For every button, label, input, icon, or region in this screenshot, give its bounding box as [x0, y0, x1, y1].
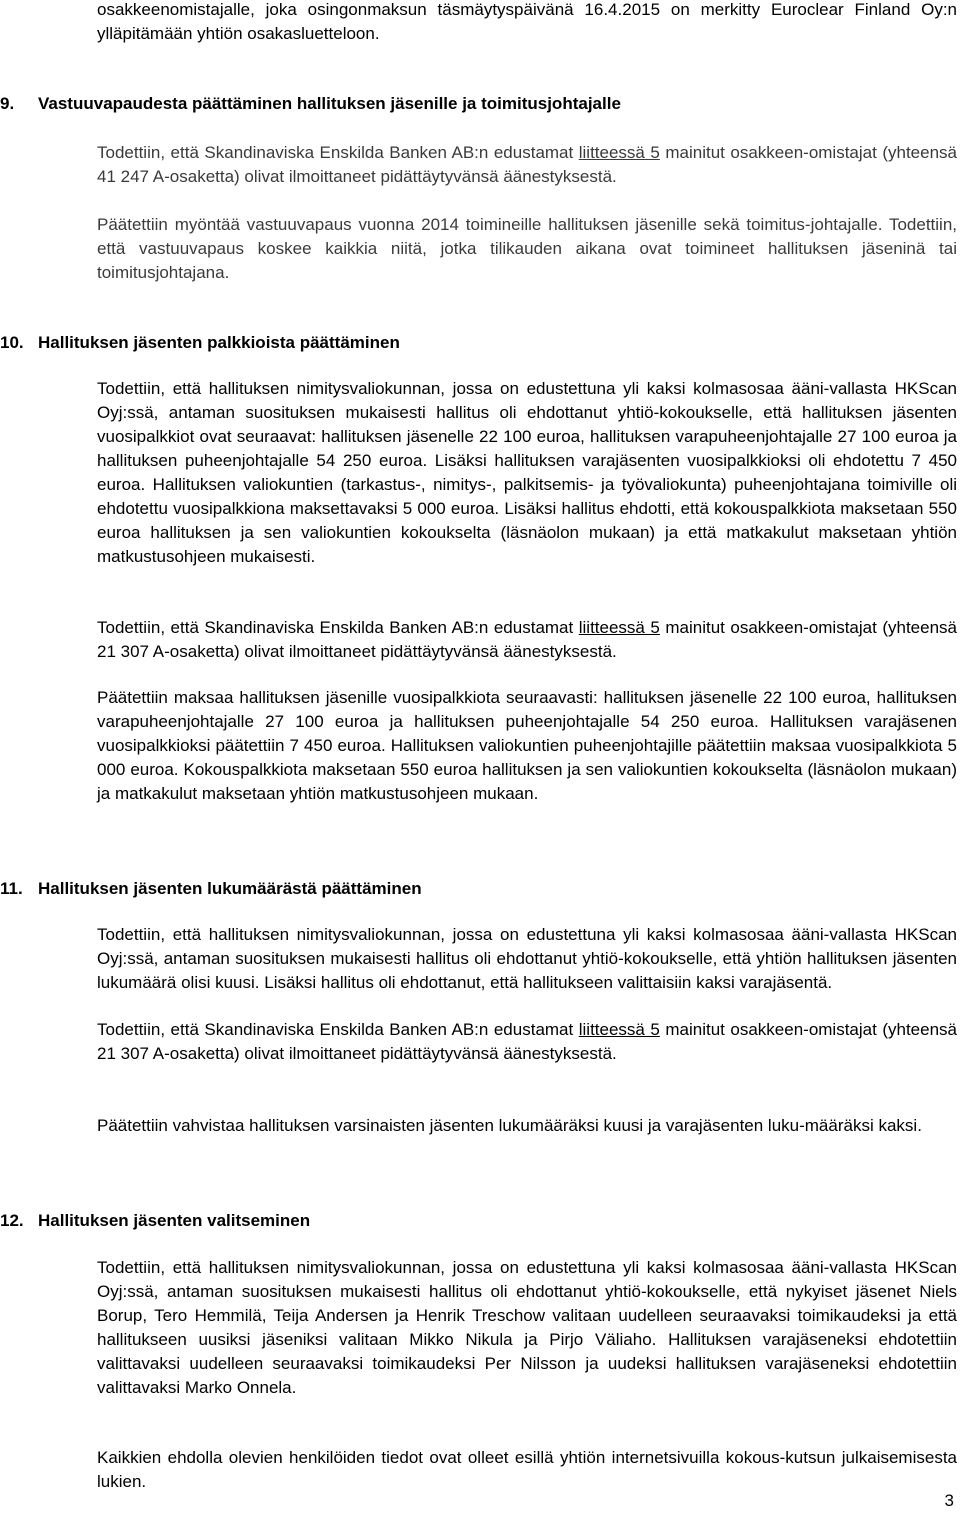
- section-number: 9.: [0, 94, 15, 113]
- s12-paragraph-1: [97, 1256, 957, 1400]
- section-title: Hallituksen jäsenten lukumäärästä päättäminen: [38, 879, 422, 898]
- s9-paragraph-1: [97, 141, 957, 189]
- text-span: mainitut osakkeen-omistajat (yhteensä 21 307 A-osaketta) olivat ilmoittaneet pidättäytyvänsä äänestyksestä.: [97, 1020, 958, 1063]
- s10-paragraph-1: [97, 377, 957, 569]
- s12-paragraph-2: [97, 1446, 957, 1494]
- s11-paragraph-1: [97, 923, 957, 995]
- s11-paragraph-2: [97, 1018, 957, 1066]
- appendix-link[interactable]: liitteessä 5: [578, 1020, 660, 1039]
- appendix-link[interactable]: liitteessä 5: [578, 143, 660, 162]
- appendix-link[interactable]: liitteessä 5: [578, 618, 660, 637]
- s10-paragraph-2: [97, 616, 957, 664]
- paragraph-text: Päätettiin myöntää vastuuvapaus vuonna 2014 toimineille hallituksen jäsenille sekä toimitus-johtajalle. Todettiin, että vastuuvapaus koskee kaikkia niitä, jotka tilikauden aikana ovat toimineet hallituksen jäseninä tai toimitusjohtajana.: [97, 215, 957, 282]
- paragraph-text: Päätettiin vahvistaa hallituksen varsinaisten jäsenten lukumääräksi kuusi ja varajäsenten luku-määräksi kaksi.: [97, 1116, 922, 1135]
- paragraph-text: Kaikkien ehdolla olevien henkilöiden tiedot ovat olleet esillä yhtiön internetsivuilla kokous-kutsun julkaisemisesta lukien.: [97, 1448, 957, 1491]
- section-number: 12.: [0, 1211, 24, 1230]
- s10-paragraph-3: [97, 686, 957, 806]
- text-span: Todettiin, että Skandinaviska Enskilda Banken AB:n edustamat: [97, 1020, 579, 1039]
- s9-paragraph-2: [97, 213, 957, 285]
- intro-text: osakkeenomistajalle, joka osingonmaksun täsmäytyspäivänä 16.4.2015 on merkitty Euroclear Finland Oy:n ylläpitämään yhtiön osakasluetteloon.: [97, 0, 957, 43]
- text-span: Todettiin, että Skandinaviska Enskilda Banken AB:n edustamat: [97, 618, 579, 637]
- section-title: Hallituksen jäsenten valitseminen: [38, 1211, 311, 1230]
- section-title: Hallituksen jäsenten palkkioista päättäminen: [38, 333, 400, 352]
- paragraph-text: Todettiin, että hallituksen nimitysvaliokunnan, jossa on edustettuna yli kaksi kolmasosaa ääni-vallasta HKScan Oyj:ssä, antaman suosituksen mukaisesti hallitus oli ehdottanut yhtiö-kokoukselle, että hallituksen jäsenten vuosipalkkiot ovat seuraavat: hallituksen jäsenelle 22 100 euroa, hallituksen varapuheenjohtajalle 27 100 euroa ja hallituksen puheenjohtajalle 54 250 euroa. Lisäksi hallituksen varajäsenten vuosipalkkioksi oli ehdotettu 7 450 euroa. Hallituksen valiokuntien (tarkastus-, nimitys-, palkitsemis- ja työvaliokunta) puheenjohtajana toimiville oli ehdotettu vuosipalkkiona maksettavaksi 5 000 euroa. Lisäksi hallitus ehdotti, että kokouspalkkiota maksetaan 550 euroa hallituksen ja sen valiokuntien kokoukselta (läsnäolon mukaan) ja että matkakulut maksetaan yhtiön matkustusohjeen mukaisesti.: [97, 379, 957, 566]
- intro-paragraph: [97, 0, 957, 46]
- text-span: mainitut osakkeen-omistajat (yhteensä 21 307 A-osaketta) olivat ilmoittaneet pidättäytyvänsä äänestyksestä.: [97, 618, 958, 661]
- paragraph-text: Päätettiin maksaa hallituksen jäsenille vuosipalkkiota seuraavasti: hallituksen jäsenelle 22 100 euroa, hallituksen varapuheenjohtajalle 27 100 euroa ja hallituksen puheenjohtajalle 54 250 euroa. Hallituksen varajäsenen vuosipalkkioksi päätettiin 7 450 euroa. Hallituksen valiokuntien puheenjohtajille päätettiin maksaa vuosipalkkiota 5 000 euroa. Kokouspalkkiota maksetaan 550 euroa hallituksen ja sen valiokuntien kokoukselta (läsnäolon mukaan) ja matkakulut maksetaan yhtiön matkustusohjeen mukaan.: [97, 688, 957, 803]
- page-number: 3: [944, 1491, 954, 1510]
- paragraph-text: Todettiin, että hallituksen nimitysvaliokunnan, jossa on edustettuna yli kaksi kolmasosaa ääni-vallasta HKScan Oyj:ssä, antaman suosituksen mukaisesti hallitus oli ehdottanut yhtiö-kokoukselle, että nykyiset jäsenet Niels Borup, Tero Hemmilä, Teija Andersen ja Henrik Treschow valitaan uudelleen seuraavaksi toimikaudeksi ja että hallitukseen uusiksi jäseniksi valitaan Mikko Nikula ja Pirjo Väliaho. Hallituksen varajäseneksi ehdotettiin valittavaksi uudelleen seuraavaksi toimikaudeksi Per Nilsson ja uudeksi hallituksen varajäseneksi ehdotettiin valittavaksi Marko Onnela.: [97, 1258, 957, 1397]
- section-number: 11.: [0, 879, 23, 898]
- section-number: 10.: [0, 333, 24, 352]
- text-span: Todettiin, että Skandinaviska Enskilda Banken AB:n edustamat: [97, 143, 579, 162]
- section-title: Vastuuvapaudesta päättäminen hallituksen jäsenille ja toimitusjohtajalle: [38, 94, 621, 113]
- paragraph-text: Todettiin, että hallituksen nimitysvaliokunnan, jossa on edustettuna yli kaksi kolmasosaa ääni-vallasta HKScan Oyj:ssä, antaman suosituksen mukaisesti hallitus oli ehdottanut yhtiö-kokoukselle, että yhtiön hallituksen jäsenten lukumäärä olisi kuusi. Lisäksi hallitus oli ehdottanut, että hallitukseen valittaisiin kaksi varajäsentä.: [97, 925, 957, 992]
- text-span: mainitut osakkeen-omistajat (yhteensä 41 247 A-osaketta) olivat ilmoittaneet pidättäytyvänsä äänestyksestä.: [97, 143, 958, 186]
- s11-paragraph-3: [97, 1114, 957, 1138]
